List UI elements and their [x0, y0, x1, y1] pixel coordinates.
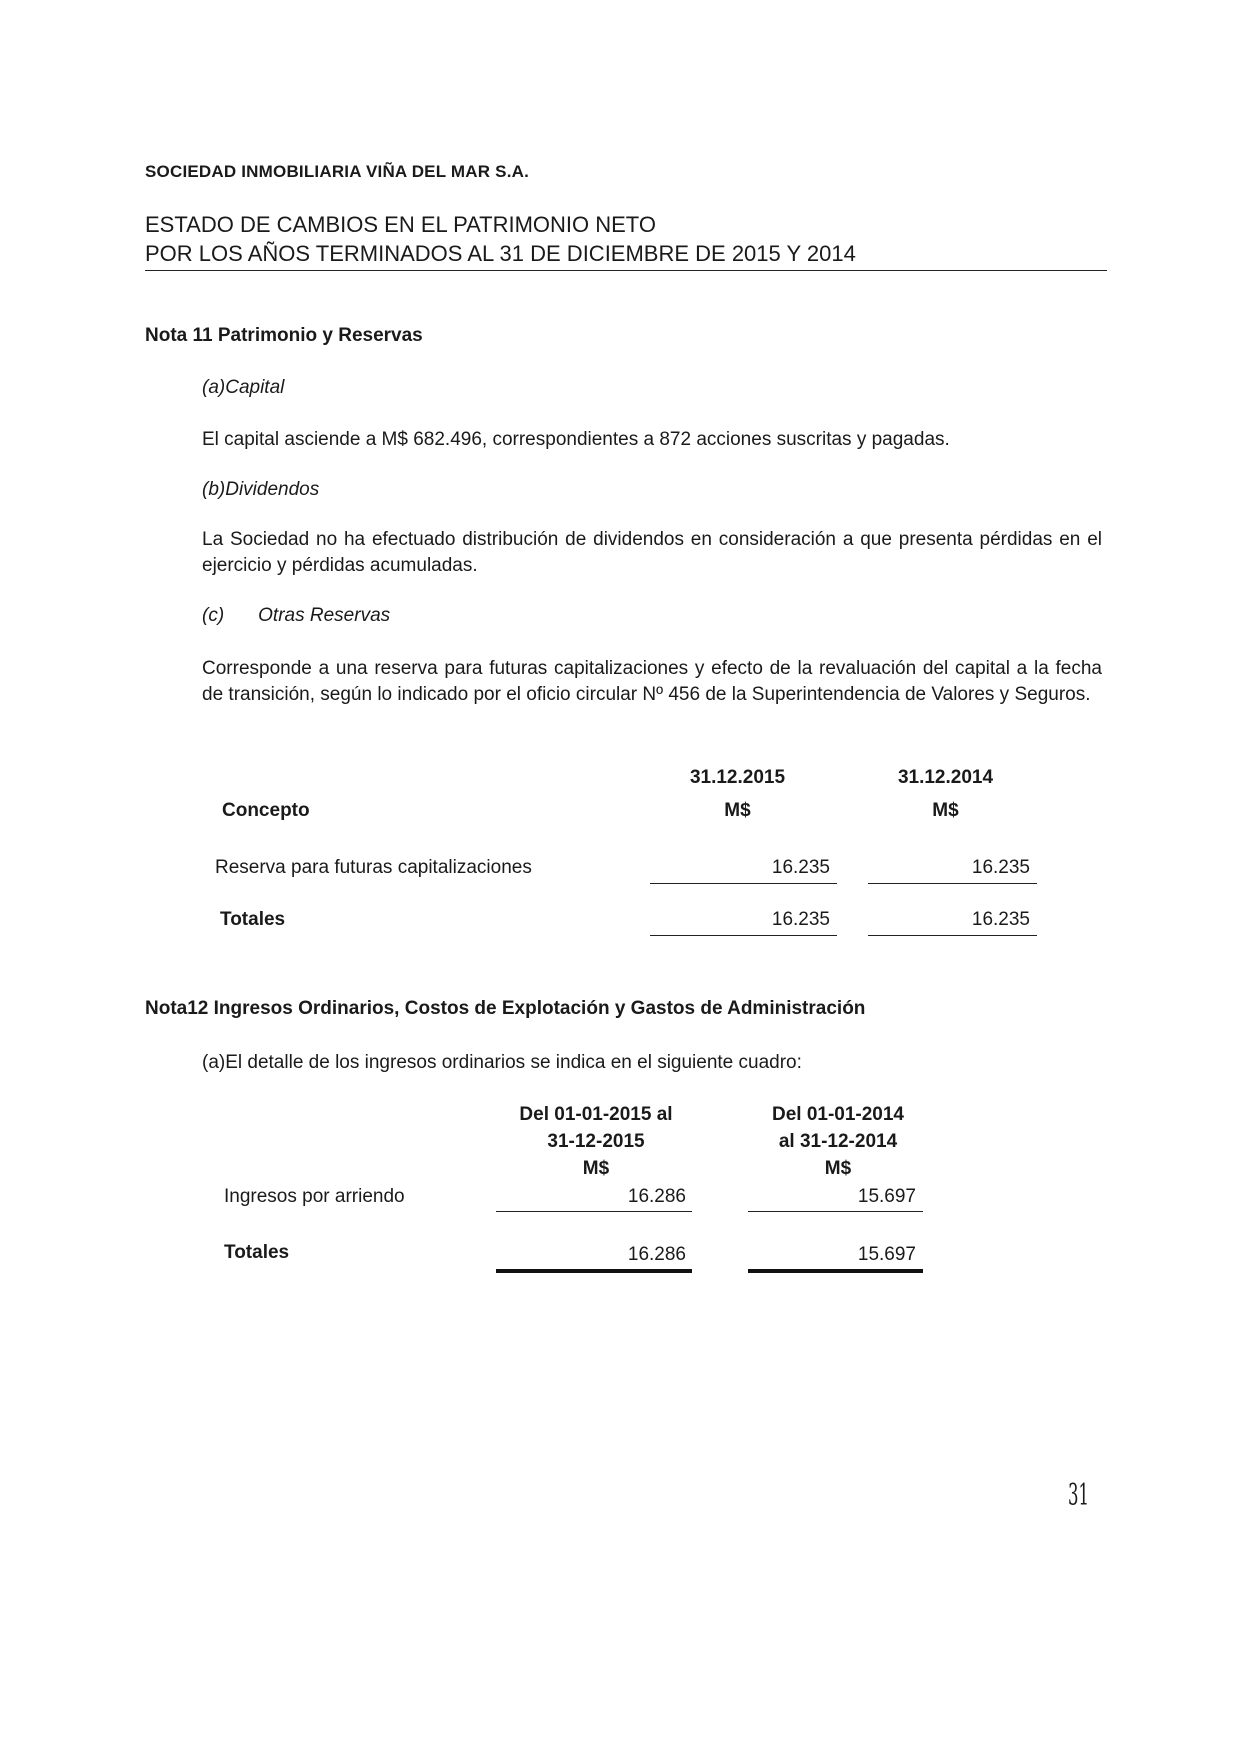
nota11-a-paragraph: El capital asciende a M$ 682.496, correspondientes a 872 acciones suscritas y pagadas.: [202, 429, 950, 450]
revenue-total-col2-double-rule: [748, 1269, 923, 1273]
reserves-row-label: Reserva para futuras capitalizaciones: [215, 857, 532, 878]
nota11-c-title: [202, 605, 390, 627]
reserves-total-col1: 16.235: [771, 909, 830, 930]
reserves-total-label: Totales: [220, 909, 286, 930]
reserves-total-col2: 16.235: [971, 909, 1030, 930]
nota11-a-title: [202, 377, 284, 399]
statement-title-line1: ESTADO DE CAMBIOS EN EL PATRIMONIO NETO: [145, 212, 656, 237]
reserves-row-col2-rule: [868, 883, 1037, 884]
nota11-b-title-text: Dividendos: [225, 479, 320, 500]
revenue-col1-header-line1: Del 01-01-2015 al: [519, 1104, 673, 1125]
statement-title-line2: POR LOS AÑOS TERMINADOS AL 31 DE DICIEMBRE DE 2015 Y 2014: [145, 241, 856, 266]
revenue-total-col1: 16.286: [627, 1244, 686, 1265]
revenue-col2-header-line2: al 31-12-2014: [778, 1131, 898, 1152]
reserves-col2-date: 31.12.2014: [897, 767, 994, 788]
header-rule: [145, 270, 1107, 271]
revenue-col1-header-line2: 31-12-2015: [547, 1131, 645, 1152]
reserves-col1-unit: M$: [724, 800, 751, 821]
revenue-total-label: Totales: [224, 1242, 290, 1263]
revenue-row-col1-rule: [496, 1211, 692, 1212]
page-number: 31: [1068, 1478, 1090, 1513]
revenue-row-col2: 15.697: [857, 1186, 916, 1207]
reserves-concept-header: Concepto: [222, 800, 310, 821]
revenue-row-label: Ingresos por arriendo: [224, 1186, 405, 1207]
revenue-col2-header-line1: Del 01-01-2014: [771, 1104, 905, 1125]
revenue-col1-unit: M$: [582, 1158, 610, 1179]
nota12-heading: Nota12 Ingresos Ordinarios, Costos de Explotación y Gastos de Administración: [145, 998, 866, 1019]
reserves-col2-unit: M$: [932, 800, 959, 821]
revenue-col2-unit: M$: [824, 1158, 852, 1179]
revenue-total-col1-double-rule: [496, 1269, 692, 1273]
reserves-row-col2: 16.235: [971, 857, 1030, 878]
revenue-row-col1: 16.286: [627, 1186, 686, 1207]
reserves-col1-date: 31.12.2015: [689, 767, 786, 788]
company-name: SOCIEDAD INMOBILIARIA VIÑA DEL MAR S.A.: [145, 162, 530, 181]
nota11-c-label: (c): [202, 605, 225, 626]
nota11-c-paragraph: Corresponde a una reserva para futuras capitalizaciones y efecto de la revaluación del capital a la fecha de transición, según lo indicado por el oficio circular Nº 456 de la Superintendencia de Valores y Seguros.: [202, 658, 1102, 705]
nota11-heading: Nota 11 Patrimonio y Reservas: [145, 325, 423, 346]
reserves-total-col1-rule: [650, 935, 837, 936]
nota11-a-title-text: Capital: [225, 377, 285, 398]
nota11-b-paragraph: La Sociedad no ha efectuado distribución de dividendos en consideración a que presenta pérdidas en el ejercicio y pérdidas acumuladas.: [202, 529, 1102, 576]
revenue-row-col2-rule: [748, 1211, 923, 1212]
reserves-row-col1-rule: [650, 883, 837, 884]
nota11-a-label: (a): [202, 377, 226, 398]
nota11-c-title-text: Otras Reservas: [258, 605, 391, 626]
nota11-b-title: [202, 479, 319, 501]
revenue-total-col2: 15.697: [857, 1244, 916, 1265]
nota11-b-label: (b): [202, 479, 226, 500]
nota12-a-paragraph: (a)El detalle de los ingresos ordinarios se indica en el siguiente cuadro:: [202, 1052, 802, 1073]
reserves-row-col1: 16.235: [771, 857, 830, 878]
reserves-total-col2-rule: [868, 935, 1037, 936]
